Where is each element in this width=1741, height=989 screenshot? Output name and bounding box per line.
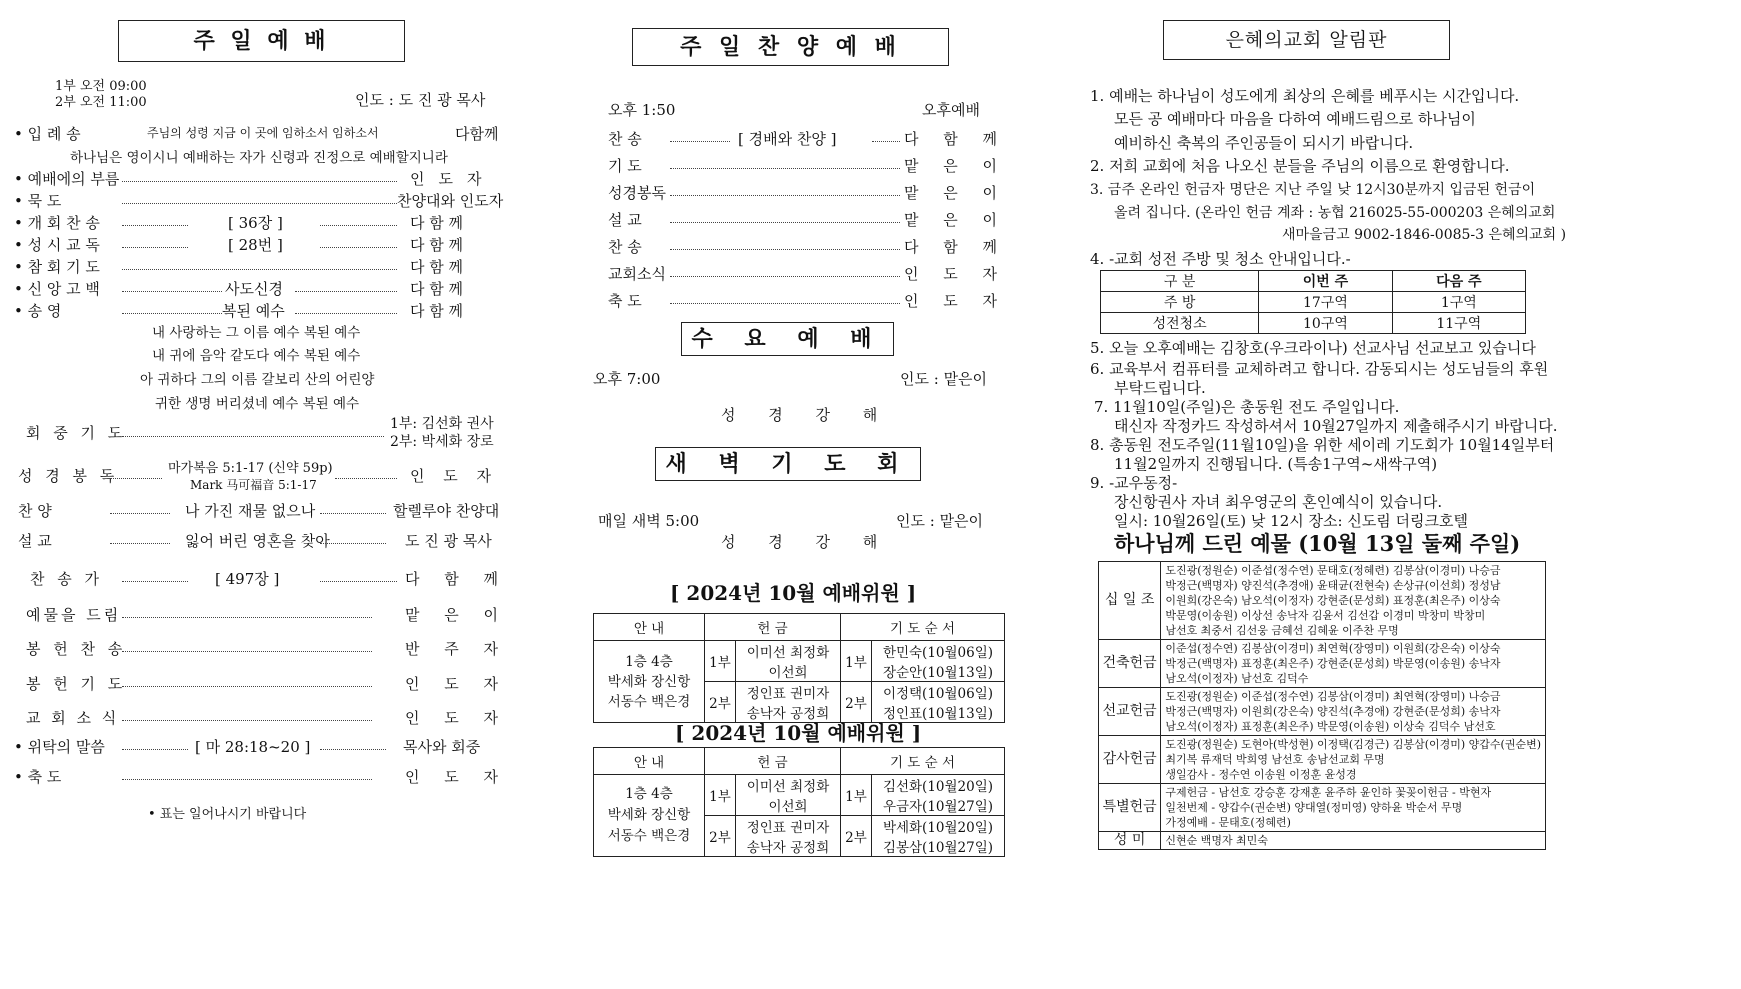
offering-line: 구제헌금 - 남선호 강승훈 강재훈 윤주하 윤인하 꽃꽂이헌금 - 박현자 [1165,786,1492,799]
offering-line: 박정근(백명자) 표정훈(최은주) 강현준(문성희) 박문영(이송원) 송낙자 [1165,657,1501,670]
prayer-1: 1부: 김선화 권사 [390,416,494,432]
part: 2부 [841,682,872,723]
notice-8-cont: 11월2일까지 진행됩니다. (특송1구역~새싹구역) [1114,455,1438,473]
notice-2: 2. 저희 교회에 처음 나오신 분들을 주님의 이름으로 환영합니다. [1090,157,1510,175]
offering-line: 도진광(정원순) 이준섭(정수연) 문태호(정혜련) 김봉삼(이경미) 나승금 [1165,564,1501,577]
thanks-names [1161,736,1546,784]
dawn-prayer-title: 새 벽 기 도 회 [655,447,921,481]
standing-note: • 표는 일어나시기 바랍니다 [148,807,307,822]
offering-line: 도진광(정원순) 도현아(박성현) 이정택(김경근) 김봉삼(이경미) 양갑수(권순변) [1165,738,1541,751]
order-label: 교 회 소 식 [26,709,120,727]
wednesday-leader: 인도 : 맡은이 [900,370,988,388]
order-label: 봉 헌 찬 송 [26,640,127,658]
notice-5: 5. 오늘 오후예배는 김창호(우크라이나) 선교사님 선교보고 있습니다 [1090,339,1536,357]
order-label: • 개 회 찬 송 [14,214,100,232]
order-content: [ 28번 ] [228,236,283,254]
kitchen-label: 주 방 [1101,292,1259,313]
order-label: • 예배에의 부름 [14,170,120,188]
prayer-names: 한민숙(10월06일) [882,645,994,661]
prayer-names: 김선화(10월20일) [882,779,994,795]
notice-9-cont: 장신항권사 자녀 최우영군의 혼인예식이 있습니다. [1114,493,1443,511]
offering-line: 일천번제 - 양갑수(권순변) 양대열(정미영) 양하윤 박순서 무명 [1165,801,1463,814]
order-role: 다함께 [455,125,499,143]
order-label: • 축 도 [14,768,62,786]
scripture-charge: [ 마 28:18~20 ] [195,738,311,756]
notice-1: 1. 예배는 하나님이 성도에게 최상의 은혜를 베푸시는 시간입니다. [1090,87,1520,105]
guide-names: 서동수 백은경 [607,828,691,844]
offering-line: 가정예배 - 문태호(정혜련) [1165,816,1291,829]
guide-names: 서동수 백은경 [607,693,691,710]
service-time-2: 2부 오전 11:00 [55,95,147,110]
cleaning-table [1100,270,1526,334]
leader: 인도 : 도 진 광 목사 [355,91,486,109]
offering-line: 이원희(강은숙) 남오석(이정자) 강현준(문성희) 표정훈(최은주) 이상숙 [1165,594,1501,607]
prayer-names: 장순안(10월13일) [882,665,994,681]
order-role: 인 도 자 [405,768,509,786]
dawn-time: 매일 새벽 5:00 [598,512,700,530]
tithe-names [1161,562,1546,640]
part: 1부 [841,641,872,682]
order-label: • 신 앙 고 백 [14,280,100,298]
worship-committee-title-2: [ 2024년 10월 예배위원 ] [675,721,922,745]
lyric-line: 귀한 생명 버리셨네 예수 복된 예수 [155,396,360,412]
cleaning-label: 성전청소 [1101,313,1259,334]
worship-committee-table-1 [593,613,1005,723]
afternoon-time: 오후 1:50 [608,101,676,119]
offering-names: 이미선 최정화 [746,645,830,661]
cleaning-this: 10구역 [1259,313,1392,334]
preacher: 도 진 광 목사 [405,532,492,550]
lyric-line: 내 사랑하는 그 이름 예수 복된 예수 [152,325,361,341]
afternoon-service: 오후예배 [922,101,980,119]
afternoon-order-label: 성경봉독 [608,184,666,202]
prayer-2: 2부: 박세화 장로 [390,434,494,450]
rice-names [1161,832,1546,850]
part: 1부 [841,775,872,816]
church-notice-column [1080,0,1741,989]
order-label: 봉 헌 기 도 [26,675,127,693]
afternoon-order-label: 찬 송 [608,130,642,148]
notice-3: 3. 금주 온라인 헌금자 명단은 지난 주일 낮 12시30분까지 입금된 헌금이 [1090,182,1536,198]
part: 2부 [705,682,736,723]
offering-line: 이준섭(정수연) 김봉삼(이경미) 최연혁(장영미) 이원희(강은숙) 이상숙 [1165,642,1501,655]
notice-6: 6. 교육부서 컴퓨터를 교체하려고 합니다. 감동되시는 성도님들의 후원 [1090,360,1549,378]
order-label: 찬 양 [18,502,52,520]
notice-9: 9. -교우동정- [1090,474,1178,492]
offering-line: 최기복 류재덕 박희영 남선호 송남선교회 무명 [1165,753,1385,766]
order-role: 다 함 께 [410,236,464,254]
worship-committee-table-2 [593,747,1005,857]
afternoon-order-role: 인 도 자 [904,265,1008,283]
order-content: [ 497장 ] [215,570,280,588]
afternoon-order-role: 맡 은 이 [904,184,1008,202]
offering-names: 송낙자 공정희 [746,840,830,856]
order-content: 복된 예수 [222,302,285,320]
offering-line: 박문영(이송원) 이상선 송낙자 김윤서 김선갑 이경미 박창미 박창미 [1165,609,1486,622]
kitchen-next: 1구역 [1392,292,1525,313]
offering-names: 이선희 [768,665,808,681]
notice-3-account: 올려 집니다. (온라인 헌금 계좌 : 농협 216025-55-000203 은혜의교회 [1114,205,1556,221]
kitchen-this: 17구역 [1259,292,1392,313]
th-offering: 헌 금 [705,614,841,641]
offering-line: 남오석(이정자) 표정훈(최은주) 박문영(이송원) 이상숙 김덕수 남선호 [1165,720,1496,733]
scripture-mark: Mark 马可福音 5:1-17 [190,478,317,492]
th-category: 구 분 [1101,271,1259,292]
order-role: 반 주 자 [405,640,509,658]
part: 2부 [841,816,872,857]
notice-board-title: 은혜의교회 알림판 [1163,20,1450,60]
order-content: 사도신경 [225,280,283,298]
order-label: • 입 례 송 [14,125,81,143]
sunday-worship-title: 주 일 예 배 [118,20,405,62]
afternoon-order-content: [ 경배와 찬양 ] [738,130,837,148]
afternoon-order-role: 맡 은 이 [904,157,1008,175]
th-prayer: 기 도 순 서 [841,614,1005,641]
offering-line: 박정근(백명자) 이원희(강은숙) 양진석(추경애) 강현준(문성희) 송낙자 [1165,705,1501,718]
notice-1-cont: 예비하신 축복의 주인공들이 되시기 바랍니다. [1114,134,1414,152]
afternoon-order-label: 기 도 [608,157,642,175]
order-label: 회 중 기 도 [26,424,127,442]
afternoon-worship-column [590,0,1020,989]
offering-line: 남선호 최중서 김선웅 금혜선 김혜윤 이주찬 무명 [1165,624,1399,637]
order-label: 성 경 봉 독 [18,467,119,485]
prayer-names: 이정택(10월06일) [882,686,994,702]
mission-label: 선교헌금 [1099,688,1161,736]
offering-names: 송낙자 공정희 [746,706,830,722]
thanks-label: 감사헌금 [1099,736,1161,784]
notice-7-cont: 태신자 작정카드 작성하셔서 10월27일까지 제출해주시기 바랍니다. [1114,417,1558,435]
special-names [1161,784,1546,832]
order-label: • 성 시 교 독 [14,236,100,254]
tithe-label: 십 일 조 [1099,562,1161,640]
order-subtext: 하나님은 영이시니 예배하는 자가 신령과 진정으로 예배할지니라 [70,150,448,166]
offering-title: 하나님께 드린 예물 (10월 13일 둘째 주일) [1114,531,1521,556]
mission-names [1161,688,1546,736]
notice-1-cont: 모든 공 예배마다 마음을 다하여 예배드림으로 하나님이 [1114,110,1476,128]
order-role: 인 도 자 [405,675,509,693]
service-time-1: 1부 오전 09:00 [55,79,147,94]
th-next-week: 다음 주 [1392,271,1525,292]
order-role: 인도자 [410,170,496,188]
offering-line: 박정근(백명자) 양진석(추경애) 윤태균(전현숙) 손상규(이선희) 정성남 [1165,579,1501,592]
order-role: 맡 은 이 [405,606,509,624]
th-guide: 안 내 [594,748,705,775]
part: 1부 [705,775,736,816]
offering-line: 생일감사 - 정수연 이송원 이정훈 윤성경 [1165,768,1357,781]
order-role: 다 함 께 [410,258,464,276]
building-label: 건축헌금 [1099,640,1161,688]
afternoon-order-label: 축 도 [608,292,642,310]
cleaning-next: 11구역 [1392,313,1525,334]
th-this-week: 이번 주 [1259,271,1392,292]
offering-names: 정인표 권미자 [746,686,830,702]
dawn-body: 성 경 강 해 [721,533,892,551]
wednesday-time: 오후 7:00 [593,370,661,388]
order-role: 할렐루야 찬양대 [393,502,500,520]
prayer-names: 김봉삼(10월27일) [882,840,994,856]
notice-7: 7. 11월10일(주일)은 총동원 전도 주일입니다. [1094,398,1400,416]
order-role: 인 도 자 [405,709,509,727]
sunday-worship-column [0,0,560,989]
part: 2부 [705,816,736,857]
special-label: 특별헌금 [1099,784,1161,832]
afternoon-order-role: 다 함 께 [904,238,1008,256]
afternoon-order-role: 다 함 께 [904,130,1008,148]
guide-names: 박세화 장신항 [607,673,691,690]
offering-line: 신현순 백명자 최민숙 [1165,834,1268,847]
afternoon-order-role: 인 도 자 [904,292,1008,310]
order-label: • 묵 도 [14,192,62,210]
notice-3-account: 새마을금고 9002-1846-0085-3 은혜의교회 ) [1282,227,1567,243]
order-role: 인 도 자 [410,467,499,485]
order-role: 다 함 께 [410,214,464,232]
offering-line: 도진광(정원순) 이준섭(정수연) 김봉삼(이경미) 최연혁(장영미) 나승금 [1165,690,1501,703]
afternoon-worship-title: 주 일 찬 양 예 배 [632,28,949,66]
order-role: 다 함 께 [410,280,464,298]
sermon-title: 잃어 버린 영혼을 찾아 [185,532,330,550]
order-role: 목사와 회중 [403,738,481,756]
offering-names: 이미선 최정화 [746,779,830,795]
offering-names: 정인표 권미자 [746,820,830,836]
guide-floors: 1층 4층 [625,653,673,670]
prayer-names: 우금자(10월27일) [882,799,994,815]
scripture: 마가복음 5:1-17 (신약 59p) [168,461,333,476]
notice-6-cont: 부탁드립니다. [1114,379,1206,397]
afternoon-order-label: 교회소식 [608,265,666,283]
order-role: 다 함 께 [405,570,509,588]
order-content: 나 가진 재물 없으나 [185,502,316,520]
guide-names: 박세화 장신항 [607,807,691,823]
order-label: 설 교 [18,532,52,550]
afternoon-order-label: 찬 송 [608,238,642,256]
order-role: 다 함 께 [410,302,464,320]
notice-9-cont: 일시: 10월26일(토) 낮 12시 장소: 신도림 더링크호텔 [1114,512,1469,530]
th-offering: 헌 금 [705,748,841,775]
afternoon-order-role: 맡 은 이 [904,211,1008,229]
order-label: • 참 회 기 도 [14,258,100,276]
offering-names: 이선희 [768,799,808,815]
offering-table [1098,561,1546,850]
guide-floors: 1층 4층 [625,786,673,802]
worship-committee-title-1: [ 2024년 10월 예배위원 ] [670,581,917,605]
order-label: • 송 영 [14,302,62,320]
lyric-line: 아 귀하다 그의 이름 갈보리 산의 어린양 [140,372,375,388]
part: 1부 [705,641,736,682]
order-content: [ 36장 ] [228,214,283,232]
dawn-leader: 인도 : 맡은이 [896,512,984,530]
rice-label: 성 미 [1099,832,1161,850]
afternoon-order-label: 설 교 [608,211,642,229]
prayer-names: 정인표(10월13일) [882,706,994,722]
wednesday-worship-title: 수 요 예 배 [681,322,894,356]
lyric-line: 내 귀에 음악 같도다 예수 복된 예수 [152,348,361,364]
order-role: 찬양대와 인도자 [397,192,504,210]
order-content: 주님의 성령 지금 이 곳에 임하소서 임하소서 [147,126,379,140]
notice-4: 4. -교회 성전 주방 및 청소 안내입니다.- [1090,250,1351,268]
order-label: 찬 송 가 [30,570,104,588]
prayer-names: 박세화(10월20일) [882,820,994,836]
building-names [1161,640,1546,688]
th-guide: 안 내 [594,614,705,641]
order-label: • 위탁의 말씀 [14,738,105,756]
order-label: 예물을 드림 [26,606,122,624]
offering-line: 남오석(이정자) 남선호 김덕수 [1165,672,1309,685]
th-prayer: 기 도 순 서 [841,748,1005,775]
wednesday-body: 성 경 강 해 [721,406,892,424]
notice-8: 8. 총동원 전도주일(11월10일)을 위한 세이레 기도회가 10월14일부터 [1090,436,1555,454]
